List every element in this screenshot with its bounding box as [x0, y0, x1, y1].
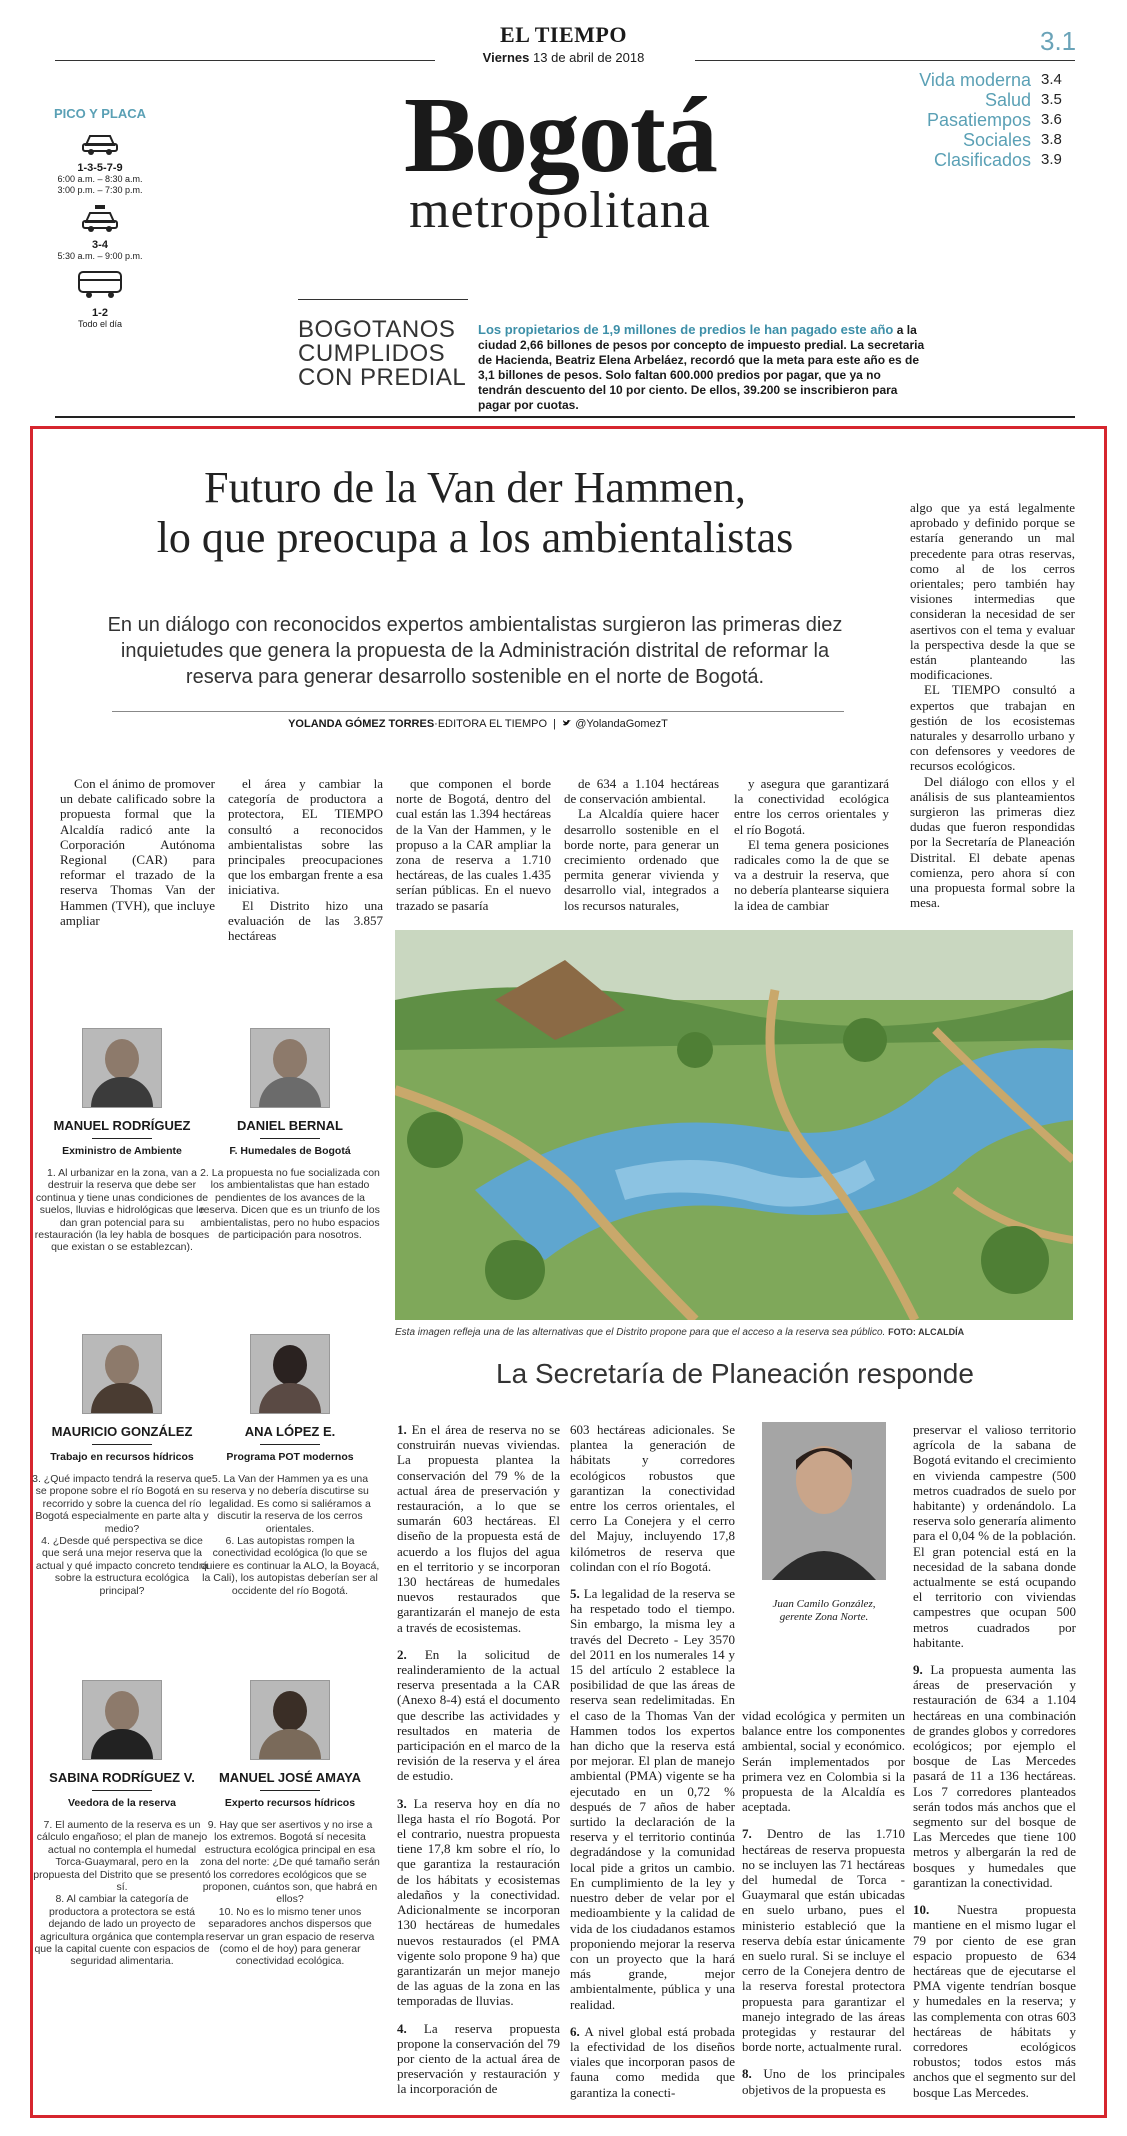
expert-card: MAURICIO GONZÁLEZ Trabajo en recursos hídricos 3. ¿Qué impacto tendrá la reserva que se propone sobre el río Bogotá en su recorrido y sobre la cuenca del río Bogotá especialmente en parte alta y medio? 4. ¿Desde qué perspectiva se dice que será una mejor reserva que la actual y qué impacto concreto tendrá sobre la estructura ecológica principal?: [32, 1334, 212, 1597]
promo-divider: [298, 299, 468, 300]
expert-card: MANUEL RODRÍGUEZ Exministro de Ambiente 1. Al urbanizar en la zona, van a destruir la reserva que debe ser continua y tiene unas condiciones de suelos, lluvias e hidrológicas que le dan gran potencial para su restauración (la ley habla de bosques que existan o se establezcan).: [32, 1028, 212, 1254]
section-subtitle: metropolitana: [409, 182, 711, 239]
expert-photo: [250, 1028, 330, 1108]
index-item[interactable]: Clasificados 3.9: [933, 150, 1062, 170]
article-column-2: el área y cambiar la categoría de productora a protectora, EL TIEMPO consultó a reconocidos ambientalistas sobre las principales preocupaciones que los embargan frente a esa iniciativa. El Distrito hizo una evaluación de las 3.857 hectáreas: [228, 776, 383, 944]
response-column-1: 1. En el área de reserva no se construirán nuevas viviendas. La propuesta plantea la conservación del 79 % de la actual área de preservación y restauración, a lo que se sumarán 603 hectáreas. El diseño de la propuesta está de acuerdo a los flujos del agua en el territorio y se incorporan 130 hectáreas de humedales nuevos restaurados que garantizarán el manejo de esta a través de ecosistemas. 2. En la solicitud de realinderamiento de la actual reserva presentada a la CAR (Anexo 8-4) está el documento que describe las actividades y resultados en materia de participación en el marco de la revisión de la reserva y el área de estudio. 3. La reserva hoy en día no llega hasta el río Bogotá. Por el contrario, nuestra propuesta tiene 17,8 km sobre el río, lo que garantiza la restauración de los hábitats y ecosistemas aledaños y la conectividad. Adicionalmente se incorporan 130 hectáreas de humedales nuevos restaurados (el PMA vigente solo propone 9 ha) que garantizarán un mejor manejo de las aguas de la zona en las temporadas de lluvias. 4. La reserva propuesta propone la conservación del 79 por ciento de la actual área de preservación y restauración y la incorporación de: [397, 1422, 561, 2097]
pico-y-placa: [40, 106, 160, 330]
promo-text: Los propietarios de 1,9 millones de predios le han pagado este año a la ciudad 2,66 billones de pesos por concepto de impuesto predial. La secretaria de Hacienda, Beatriz Elena Arbeláez, recordó que la meta para este año es de 3,1 billones de pesos. Solo faltan 600.000 predios por pagar, que ya no tendrán descuento del 10 por ciento. De ellos, 39.200 se inscribieron para pagar por cuotas.: [478, 322, 925, 412]
taxi-icon: [80, 204, 120, 232]
official-photo: [762, 1422, 886, 1580]
official-photo-caption: Juan Camilo González, gerente Zona Norte.: [772, 1598, 876, 1623]
index-item[interactable]: Sociales 3.8: [962, 130, 1062, 150]
newspaper-name: EL TIEMPO: [500, 22, 627, 47]
bus-icon: [77, 270, 123, 300]
reserve-illustration: [395, 930, 1073, 1320]
section-title: Bogotá: [404, 76, 716, 195]
expert-card: ANA LÓPEZ E. Programa POT modernos 5. La Van der Hammen ya es una reserva y no debería discutirse su legalidad. Es como si saliéramos a discutir la reserva de los cerros orientales. 6. Las autopistas rompen la conectividad ecológica (lo que se quiere es continuar la ALO, la Boyacá, la Cali), los autopistas deberían ser al occidente del río Bogotá.: [200, 1334, 380, 1597]
article-column-5: y asegura que garantizará la conectividad ecológica entre los cerros orientales y el río Bogotá. El tema genera posiciones radicales como la de que se va a destruir la reserva, que no debería plantearse siquiera la idea de cambiar: [734, 776, 889, 913]
illustration-caption: Esta imagen refleja una de las alternativas que el Distrito propone para que el acceso a la reserva sea público. FOTO: ALCALDÍA: [395, 1327, 965, 1338]
index-item[interactable]: Vida moderna 3.4: [919, 70, 1062, 90]
index-item[interactable]: Pasatiempos 3.6: [926, 110, 1062, 130]
byline: YOLANDA GÓMEZ TORRES·EDITORA EL TIEMPO | @YolandaGomezT: [288, 718, 668, 730]
response-column-2: 603 hectáreas adicionales. Se plantea la generación de hábitats y corredores ecológicos robustos que garantizan la conectividad entre los cerros orientales, el cerro La Conejera y el cerro del Majuy, incluyendo 17,8 kilómetros de reserva que colindan con el río Bogotá. 5. La legalidad de la reserva se ha respetado todo el tiempo. Sin embargo, la misma ley a través del Decreto - Ley 3570 del 2011 en los numerales 14 y 15 del artículo 2 establece la posibilidad de que las áreas de reserva sean redelimitadas. En el caso de la Thomas Van der Hammen todos los expertos han dicho que la reserva está por mejorar. El plan de manejo ambiental (PMA) vigente se ha ejecutado en un 0,72 % después de 7 años de haber surtido la declaración de la reserva y el territorio continúa degradándose y la comunidad local pide a gritos un cambio. En cumplimiento de la ley y nuestro deber de velar por el medioambiente y la calidad de vida de los ciudadanos estamos proponiendo mejorar la reserva con un proyecto que la hará más grande, mejor ambientalmente, pública y una realidad. 6. A nivel global está probada la efectividad de los diseños viales que incorporan pasos de fauna como medida que garantiza la conecti-: [570, 1422, 735, 2100]
expert-photo: [82, 1028, 162, 1108]
article-column-3: que componen el borde norte de Bogotá, dentro del cual están las 1.394 hectáreas de la Van der Hammen, y le propuso a la CAR ampliar la zona de reserva a 1.710 hectáreas, de las cuales 1.435 serían públicas. En el nuevo trazado se pasaría: [396, 776, 551, 913]
expert-photo: [82, 1680, 162, 1760]
header-rule: [55, 416, 1075, 418]
expert-photo: [82, 1334, 162, 1414]
promo-title: BOGOTANOS CUMPLIDOS CON PREDIAL: [298, 316, 467, 391]
article-column-6: algo que ya está legalmente aprobado y definido porque se estaría generando un mal precedente para otras reservas, como al de los cerros orientales; pero también hay visiones intermedias que consideran la necesidad de ser asertivos con el tema y evaluar la perspectiva desde la que se están planteando las modificaciones. EL TIEMPO consultó a expertos que trabajan en gestión de los ecosistemas naturales y desarrollo urbano y con defensores y veedores de recursos ecológicos. Del diálogo con ellos y el análisis de sus planteamientos surgieron las primeras diez dudas que fueron respondidas por la Secretaría de Planeación Distrital. El debate apenas comienza, pero ahora sí con una propuesta formal sobre la mesa.: [910, 500, 1075, 911]
index-item[interactable]: Salud 3.5: [984, 90, 1062, 110]
pyp-car: 1-3-5-7-9 6:00 a.m. – 8:30 a.m. 3:00 p.m. – 7:30 p.m.: [40, 129, 160, 196]
response-title: La Secretaría de Planeación responde: [496, 1358, 974, 1389]
article-column-1: Con el ánimo de promover un debate calificado sobre la propuesta formal que la Alcaldía radicó ante la Corporación Autónoma Regional (CAR) para reformar el trazado de la reserva Thomas Van der Hammen (TVH), que incluye ampliar: [60, 776, 215, 928]
expert-card: MANUEL JOSÉ AMAYA Experto recursos hídricos 9. Hay que ser asertivos y no irse a los extremos. Bogotá sí necesita estructura ecológica principal en esa zona del norte: ¿De qué tamaño serán los corredores ecológicos que se proponen, cuántos son, que habrá en ellos? 10. No es lo mismo tener unos separadores anchos dispersos que reservar un gran espacio de reserva (como el de hoy) para generar conectividad ecológica.: [200, 1680, 380, 1968]
article-column-4: de 634 a 1.104 hectáreas de conservación ambiental. La Alcaldía quiere hacer desarrollo sostenible en el borde norte, para generar un crecimiento ordenado que permita generar vivienda y desarrollo vial, integrados a los recursos naturales,: [564, 776, 719, 913]
pico-y-placa-title: PICO Y PLACA: [54, 106, 146, 121]
response-column-3: vidad ecológica y permiten un balance entre los componentes ambiental, social y económico. Serán implementados por primera vez en Colombia si la propuesta de la Alcaldía es aceptada. 7. Dentro de las 1.710 hectáreas de reserva propuesta no se incluyen las 71 hectáreas del humedal de Torca - Guaymaral que están ubicadas en suelo urbano, pues el ministerio estableció que la reserva debía estar únicamente en suelo rural. Si se incluye el cerro de la Conejera dentro de la reserva forestal protectora propuesta para garantizar el manejo integrado de las áreas protegidas y restaurar del borde norte, actualmente rural. 8. Uno de los principales objetivos de la propuesta es: [742, 1708, 905, 2097]
expert-card: DANIEL BERNAL F. Humedales de Bogotá 2. La propuesta no fue socializada con los ambientalistas que han estado pendientes de los avances de la reserva. Dicen que es un triunfo de los ambientalistas, pero no hubo espacios de participación para nosotros.: [200, 1028, 380, 1241]
section-index: [919, 70, 1065, 170]
response-column-4: preservar el valioso territorio agrícola de la sabana de Bogotá evitando el crecimiento en vivienda campestre (500 metros cuadrados de suelo por habitante) y ordenándolo. La reserva solo generaría alimento para el 0,04 % de la población. El gran potencial está en la necesidad de la sabana donde actualmente se está ocupando el territorio con viviendas campestres que ocupan 500 metros cuadrados por habitante. 9. La propuesta aumenta las áreas de preservación y restauración de 634 a 1.104 hectáreas en una combinación de grandes globos y corredores ecológicos; por ejemplo el bosque de Las Mercedes pasará de 11 a 136 hectáreas. Los 7 corredores planteados serán todos más anchos que el segmento sur del bosque de Las Mercedes que tiene 100 metros y albergarán la red de bosques y humedales que garantizan la conectividad. 10. Nuestra propuesta mantiene en el mismo lugar el 79 por ciento de ese gran espacio propuesto de 634 hectáreas que de ejecutarse el PMA vigente tendrían bosque y humedales en la reserva; y las complementa con otras 603 hectáreas de hábitats y corredores ecológicos robustos; todos estos más anchos que el segmento sur del bosque Las Mercedes.: [913, 1422, 1077, 2100]
pyp-taxi: 3-4 5:30 a.m. – 9:00 p.m.: [40, 204, 160, 262]
issue-date: Viernes 13 de abril de 2018: [482, 50, 645, 65]
car-icon: [80, 129, 120, 155]
expert-photo: [250, 1334, 330, 1414]
byline-rule: [112, 711, 844, 712]
expert-photo: [250, 1680, 330, 1760]
article-headline: Futuro de la Van der Hammen, lo que preocupa a los ambientalistas: [156, 463, 794, 562]
pyp-bus: 1-2 Todo el día: [40, 270, 160, 330]
article-deck: En un diálogo con reconocidos expertos ambientalistas surgieron las primeras diez inquietudes que genera la propuesta de la Administración distrital de reformar la reserva para generar desarrollo sostenible en el norte de Bogotá.: [107, 614, 843, 688]
expert-card: SABINA RODRÍGUEZ V. Veedora de la reserva 7. El aumento de la reserva es un cálculo engañoso; el plan de manejo actual no contempla el humedal Torca-Guaymaral, pero en la propuesta del Distrito que se presentó sí. 8. Al cambiar la categoría de productora a protectora se está dejando de lado un proyecto de agricultura orgánica que contempla que la capital cuente con espacios de seguridad alimentaria.: [32, 1680, 212, 1968]
twitter-icon: [562, 718, 572, 728]
page-number: 3.1: [1040, 26, 1077, 56]
